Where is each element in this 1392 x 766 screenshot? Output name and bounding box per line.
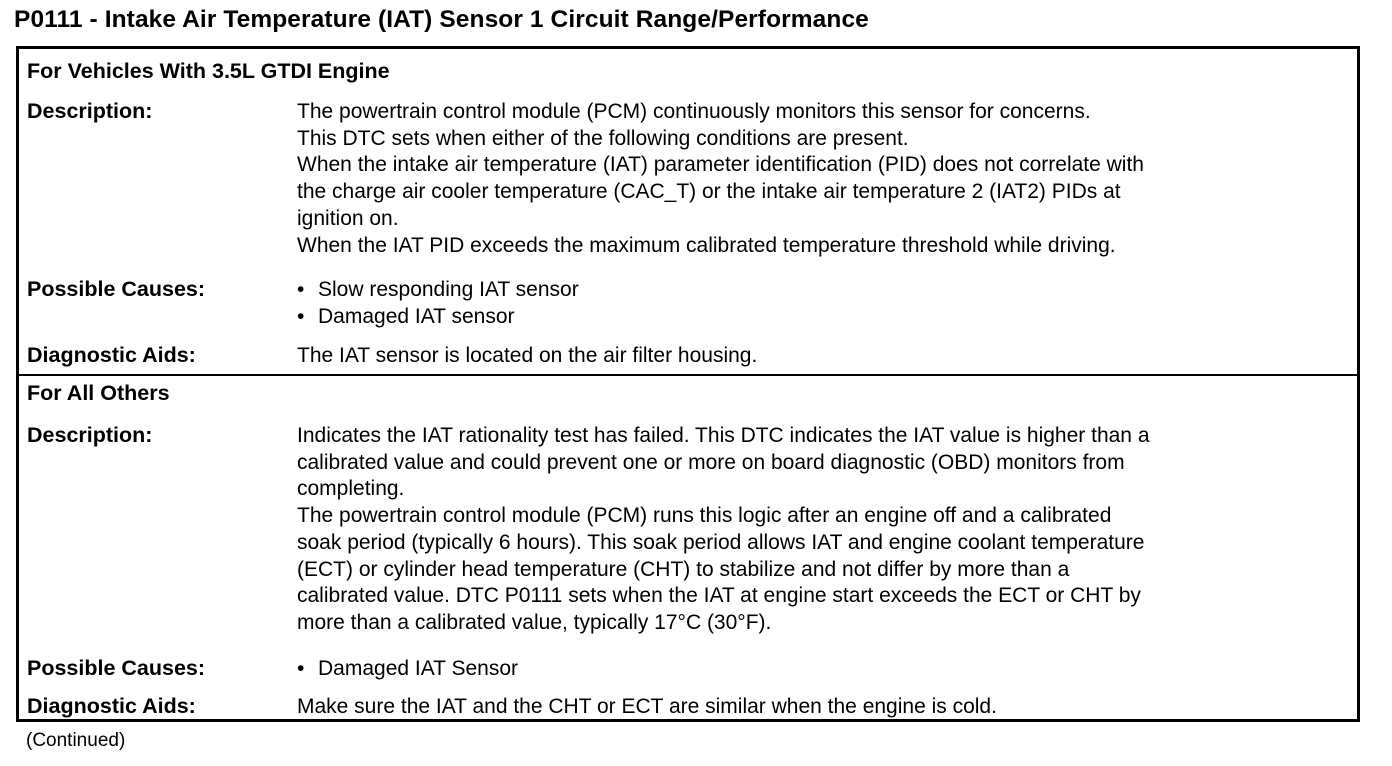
list-item-text: Damaged IAT sensor — [318, 304, 515, 328]
list-item-text: Damaged IAT Sensor — [318, 657, 518, 680]
continued-note: (Continued) — [26, 730, 126, 751]
diagnostic-aids-text — [297, 694, 1347, 721]
page-title: P0111 - Intake Air Temperature (IAT) Sensor 1 Circuit Range/Performance — [14, 6, 869, 33]
text-line: Make sure the IAT and the CHT or ECT are similar when the engine is cold. — [297, 695, 997, 718]
list-item — [297, 304, 1347, 331]
text-line: calibrated value. DTC P0111 sets when the IAT at engine start exceeds the ECT or CHT by — [297, 584, 1141, 608]
description-label: Description: — [27, 423, 153, 447]
text-line: The IAT sensor is located on the air filter housing. — [297, 344, 758, 367]
diagnostic-aids-label: Diagnostic Aids: — [27, 694, 196, 718]
list-item — [297, 656, 1347, 683]
text-line: (ECT) or cylinder head temperature (CHT) to stabilize and not differ by more than a — [297, 557, 1070, 581]
text-line: When the intake air temperature (IAT) parameter identification (PID) does not correlate with — [297, 153, 1144, 177]
section-3-5l-gtdi — [19, 49, 1357, 374]
dtc-table — [16, 46, 1360, 722]
text-line: ignition on. — [297, 206, 399, 230]
bullet: • — [297, 278, 305, 301]
text-line: The powertrain control module (PCM) continuously monitors this sensor for concerns. — [297, 100, 1091, 123]
possible-causes-list — [297, 277, 1347, 330]
bullet: • — [297, 657, 305, 680]
section-heading: For Vehicles With 3.5L GTDI Engine — [27, 59, 390, 83]
possible-causes-label: Possible Causes: — [27, 656, 206, 680]
description-text — [297, 423, 1347, 637]
diagnostic-aids-text — [297, 343, 1347, 370]
section-all-others — [19, 374, 1357, 719]
diagnostic-aids-label: Diagnostic Aids: — [27, 343, 196, 367]
possible-causes-list — [297, 656, 1347, 683]
text-line: soak period (typically 6 hours). This soak period allows IAT and engine coolant temperature — [297, 530, 1145, 554]
text-line: The powertrain control module (PCM) runs this logic after an engine off and a calibrated — [297, 504, 1112, 528]
description-text — [297, 99, 1347, 259]
list-item — [297, 277, 1347, 304]
description-label: Description: — [27, 99, 153, 123]
list-item-text: Slow responding IAT sensor — [318, 278, 579, 301]
section-heading: For All Others — [27, 381, 170, 405]
text-line: calibrated value and could prevent one or more on board diagnostic (OBD) monitors from — [297, 450, 1125, 474]
text-line: the charge air cooler temperature (CAC_T) or the intake air temperature 2 (IAT2) PIDs at — [297, 180, 1121, 204]
possible-causes-label: Possible Causes: — [27, 277, 206, 301]
text-line: more than a calibrated value, typically 17°C (30°F). — [297, 610, 772, 634]
bullet: • — [297, 304, 305, 328]
text-line: Indicates the IAT rationality test has failed. This DTC indicates the IAT value is higher than a — [297, 424, 1150, 447]
text-line: This DTC sets when either of the following conditions are present. — [297, 126, 909, 150]
text-line: When the IAT PID exceeds the maximum calibrated temperature threshold while driving. — [297, 233, 1116, 257]
text-line: completing. — [297, 477, 405, 501]
